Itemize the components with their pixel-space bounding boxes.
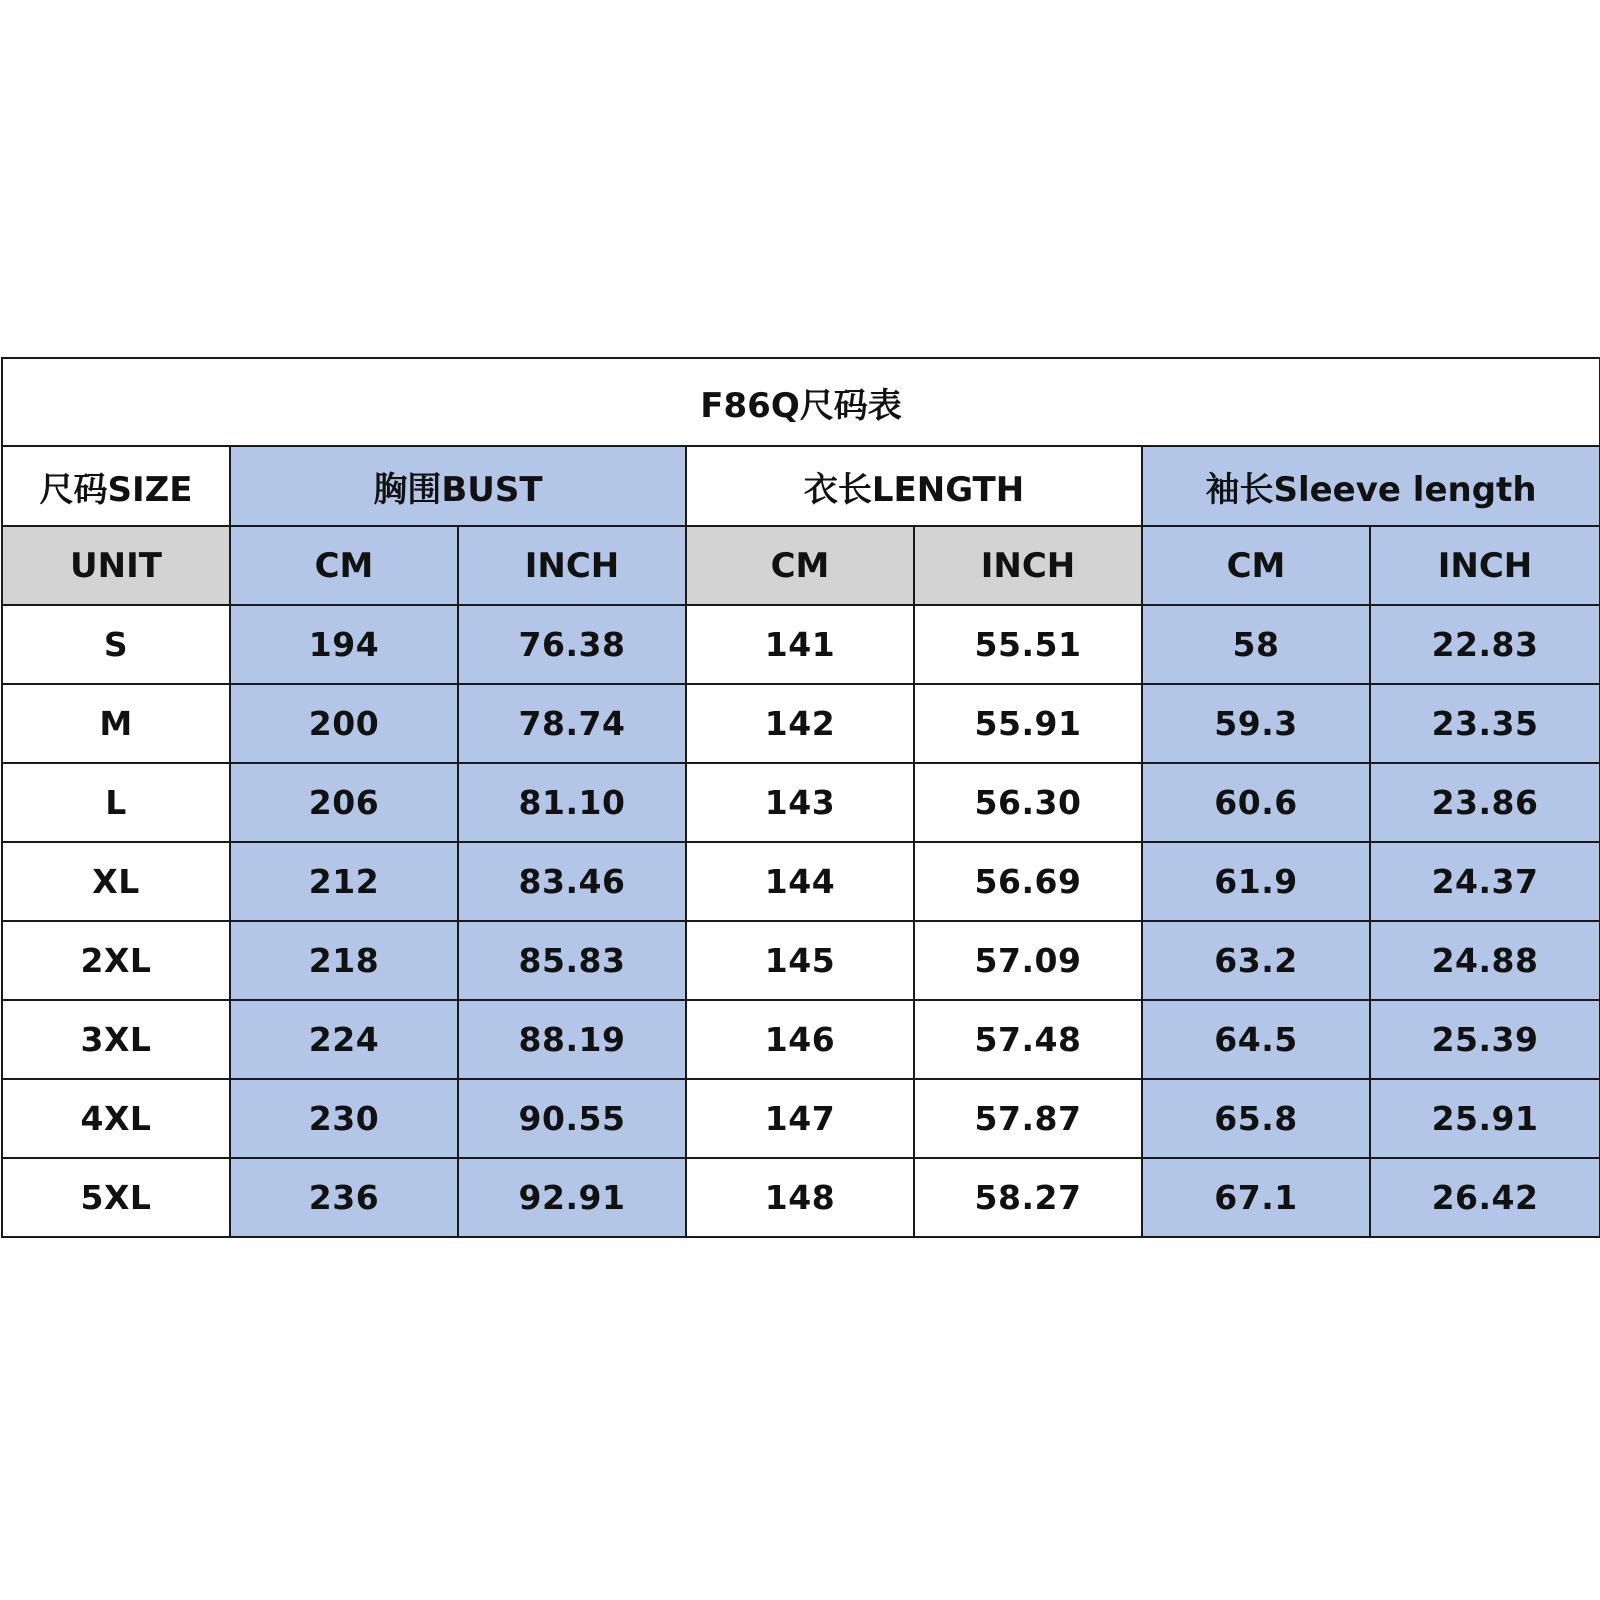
size-cell: S (2, 605, 230, 684)
table-row (2, 763, 1600, 842)
length-inch-cell: 58.27 (914, 1158, 1142, 1237)
bust-cm-cell: 230 (230, 1079, 458, 1158)
bust-cm-cell: 200 (230, 684, 458, 763)
table-row (2, 605, 1600, 684)
unit-bust-inch: INCH (458, 526, 686, 605)
size-cell: XL (2, 842, 230, 921)
sleeve-cm-cell: 63.2 (1142, 921, 1370, 1000)
bust-inch-cell: 83.46 (458, 842, 686, 921)
sleeve-inch-cell: 26.42 (1370, 1158, 1600, 1237)
length-inch-cell: 56.30 (914, 763, 1142, 842)
sleeve-cm-cell: 58 (1142, 605, 1370, 684)
length-cm-cell: 145 (686, 921, 914, 1000)
table-title: F86Q尺码表 (2, 358, 1600, 446)
bust-cm-cell: 224 (230, 1000, 458, 1079)
length-cm-cell: 144 (686, 842, 914, 921)
bust-inch-cell: 78.74 (458, 684, 686, 763)
sleeve-inch-cell: 25.39 (1370, 1000, 1600, 1079)
size-cell: 2XL (2, 921, 230, 1000)
group-header-row (2, 446, 1600, 526)
table-row (2, 1000, 1600, 1079)
sleeve-cm-cell: 61.9 (1142, 842, 1370, 921)
bust-cm-cell: 236 (230, 1158, 458, 1237)
bust-inch-cell: 76.38 (458, 605, 686, 684)
bust-inch-cell: 81.10 (458, 763, 686, 842)
title-row (2, 358, 1600, 446)
sleeve-inch-cell: 23.86 (1370, 763, 1600, 842)
sleeve-cm-cell: 65.8 (1142, 1079, 1370, 1158)
sleeve-inch-cell: 22.83 (1370, 605, 1600, 684)
length-cm-cell: 147 (686, 1079, 914, 1158)
length-cm-cell: 143 (686, 763, 914, 842)
size-cell: 4XL (2, 1079, 230, 1158)
size-chart-table (1, 357, 1600, 1238)
bust-inch-cell: 92.91 (458, 1158, 686, 1237)
header-bust: 胸围BUST (230, 446, 686, 526)
size-cell: L (2, 763, 230, 842)
sleeve-cm-cell: 59.3 (1142, 684, 1370, 763)
sleeve-inch-cell: 25.91 (1370, 1079, 1600, 1158)
size-cell: M (2, 684, 230, 763)
length-cm-cell: 141 (686, 605, 914, 684)
unit-length-cm: CM (686, 526, 914, 605)
bust-inch-cell: 90.55 (458, 1079, 686, 1158)
sleeve-cm-cell: 64.5 (1142, 1000, 1370, 1079)
table-row (2, 684, 1600, 763)
unit-row (2, 526, 1600, 605)
bust-cm-cell: 218 (230, 921, 458, 1000)
length-cm-cell: 146 (686, 1000, 914, 1079)
length-inch-cell: 57.48 (914, 1000, 1142, 1079)
unit-bust-cm: CM (230, 526, 458, 605)
table-row (2, 1158, 1600, 1237)
bust-inch-cell: 85.83 (458, 921, 686, 1000)
length-inch-cell: 57.09 (914, 921, 1142, 1000)
unit-sleeve-inch: INCH (1370, 526, 1600, 605)
table-row (2, 842, 1600, 921)
bust-inch-cell: 88.19 (458, 1000, 686, 1079)
length-inch-cell: 57.87 (914, 1079, 1142, 1158)
length-inch-cell: 56.69 (914, 842, 1142, 921)
unit-label: UNIT (2, 526, 230, 605)
unit-sleeve-cm: CM (1142, 526, 1370, 605)
table-row (2, 1079, 1600, 1158)
length-inch-cell: 55.51 (914, 605, 1142, 684)
bust-cm-cell: 212 (230, 842, 458, 921)
size-cell: 3XL (2, 1000, 230, 1079)
unit-length-inch: INCH (914, 526, 1142, 605)
length-cm-cell: 148 (686, 1158, 914, 1237)
length-cm-cell: 142 (686, 684, 914, 763)
sleeve-cm-cell: 67.1 (1142, 1158, 1370, 1237)
sleeve-inch-cell: 23.35 (1370, 684, 1600, 763)
sleeve-cm-cell: 60.6 (1142, 763, 1370, 842)
bust-cm-cell: 206 (230, 763, 458, 842)
size-cell: 5XL (2, 1158, 230, 1237)
bust-cm-cell: 194 (230, 605, 458, 684)
header-length: 衣长LENGTH (686, 446, 1142, 526)
header-sleeve: 袖长Sleeve length (1142, 446, 1600, 526)
length-inch-cell: 55.91 (914, 684, 1142, 763)
table-row (2, 921, 1600, 1000)
sleeve-inch-cell: 24.37 (1370, 842, 1600, 921)
sleeve-inch-cell: 24.88 (1370, 921, 1600, 1000)
header-size: 尺码SIZE (2, 446, 230, 526)
